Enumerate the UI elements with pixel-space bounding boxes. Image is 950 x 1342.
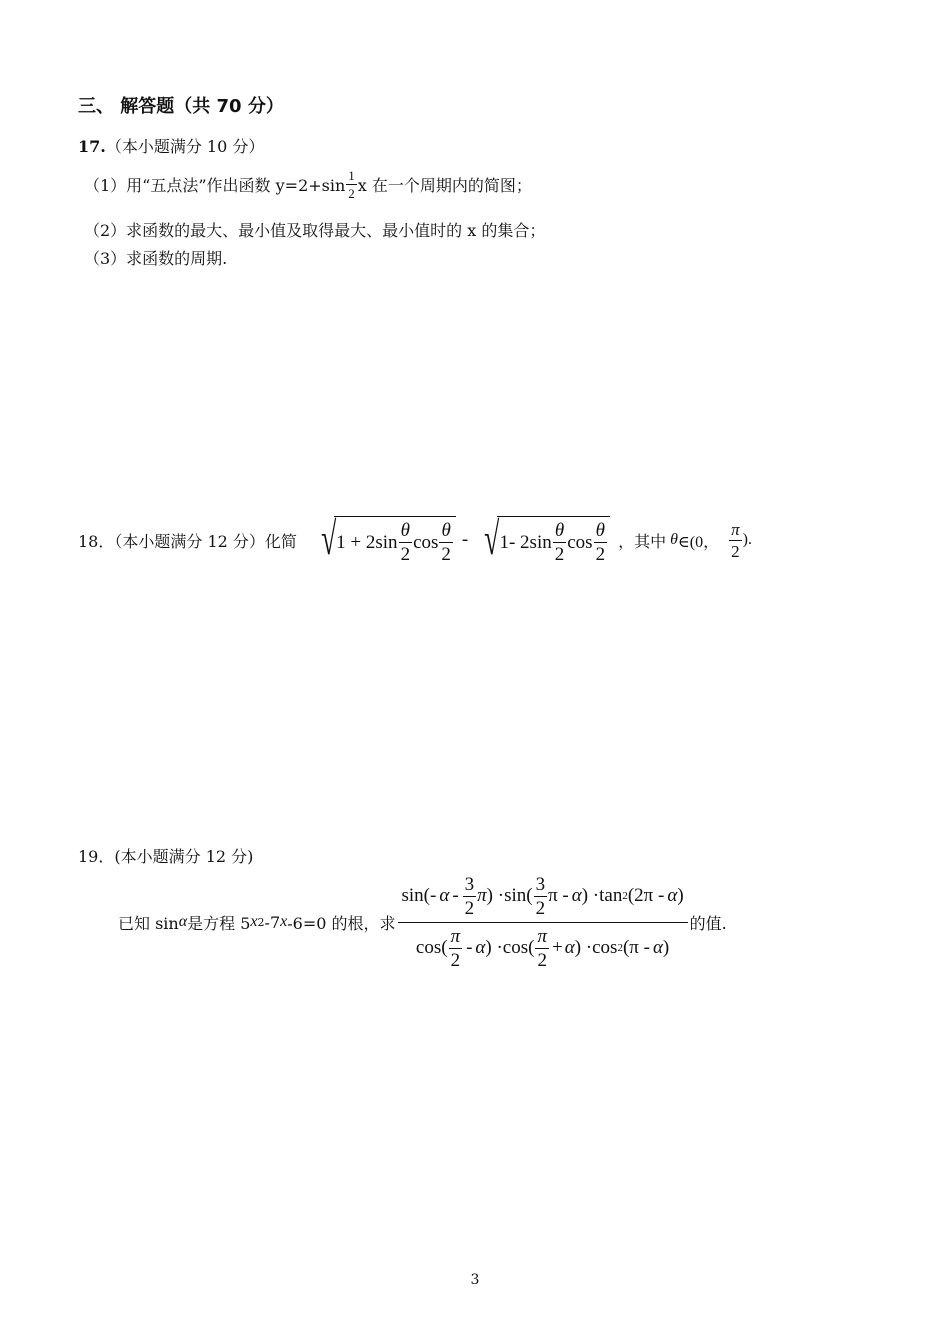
q18-tail-c: ). (742, 531, 752, 548)
q17-part1 (84, 164, 532, 204)
section-title: 三、 解答题（共 70 分） (78, 96, 284, 117)
q19-line: 已知 sin α 是方程 5 x 2 -7 x -6=0 的根，求 sin(- α - $\frac{3}{2}$ π ) ·sin( $\frac{3}{2}$ π - α ) ·tan 2 (2π - α ) cos( $\frac{\pi}{2}$ - α ) ·cos( $\frac{\pi}{2}$ + α ) ·cos 2 (π - α ) 的值. (118, 873, 727, 971)
q17-frac-num: 1 (348, 167, 355, 183)
pi-half-fraction: $\frac{\pi}{2}$ (450, 925, 461, 971)
q17-part1-suffix: x 在一个周期内的简图； (357, 175, 532, 195)
q18-theta: θ (670, 531, 678, 548)
three-halves-fraction: $\frac{3}{2}$ (535, 873, 546, 919)
q17-frac-den: 2 (348, 185, 355, 201)
q18-sqrt-1: √ 1 + 2 sin $\frac{\theta}{2}$ cos $\frac{\theta}{2}$ (311, 516, 456, 564)
three-halves-fraction: $\frac{3}{2}$ (464, 873, 475, 919)
q17-half-fraction (346, 169, 357, 200)
q18-minus: - (461, 529, 469, 550)
q17-score: （本小题满分 10 分） (105, 137, 265, 156)
q19-numerator: sin(- α - $\frac{3}{2}$ π ) ·sin( $\frac{3}{2}$ π - α ) ·tan 2 (2π - α ) (401, 873, 684, 919)
q18-tail-b: ∈(0， (677, 533, 720, 551)
q18-expression (311, 513, 610, 565)
q18-line (78, 508, 752, 572)
q19-alpha: α (178, 913, 188, 930)
fraction-bar (398, 922, 688, 923)
theta-half-fraction: $\frac{\theta}{2}$ (400, 520, 411, 565)
q19-lead: 19．(本小题满分 12 分) (78, 847, 254, 866)
radical-icon: √ (484, 513, 500, 564)
q19-denominator: cos( $\frac{\pi}{2}$ - α ) ·cos( $\frac{\pi}{2}$ + α ) ·cos 2 (π - α ) (415, 925, 670, 971)
q17-part1-prefix: （1）用“五点法”作出函数 y=2+sin (84, 175, 346, 195)
q17-number: 17. (78, 137, 106, 156)
q18-lead: 18．（本小题满分 12 分）化简 (78, 531, 297, 551)
q17-part2: （2）求函数的最大、最小值及取得最大、最小值时的 x 的集合； (84, 221, 546, 240)
q18-sqrt-2: √ 1 - 2 sin $\frac{\theta}{2}$ cos $\frac{\theta}{2}$ (474, 516, 610, 564)
pi-half-fraction: $\frac{\pi}{2}$ (537, 925, 547, 971)
q17-header (78, 134, 264, 157)
radical-icon: √ (321, 513, 337, 564)
theta-half-fraction: $\frac{\theta}{2}$ (554, 520, 565, 565)
pi-half-fraction: $\frac{\pi}{2}$ (731, 519, 740, 561)
theta-half-fraction: $\frac{\theta}{2}$ (595, 520, 606, 565)
q17-part3: （3）求函数的周期. (84, 249, 228, 268)
page-number: 3 (470, 1272, 480, 1288)
theta-half-fraction: $\frac{\theta}{2}$ (441, 520, 451, 565)
q18-tail-a: ，其中 (618, 531, 667, 551)
q19-big-fraction (398, 875, 688, 970)
